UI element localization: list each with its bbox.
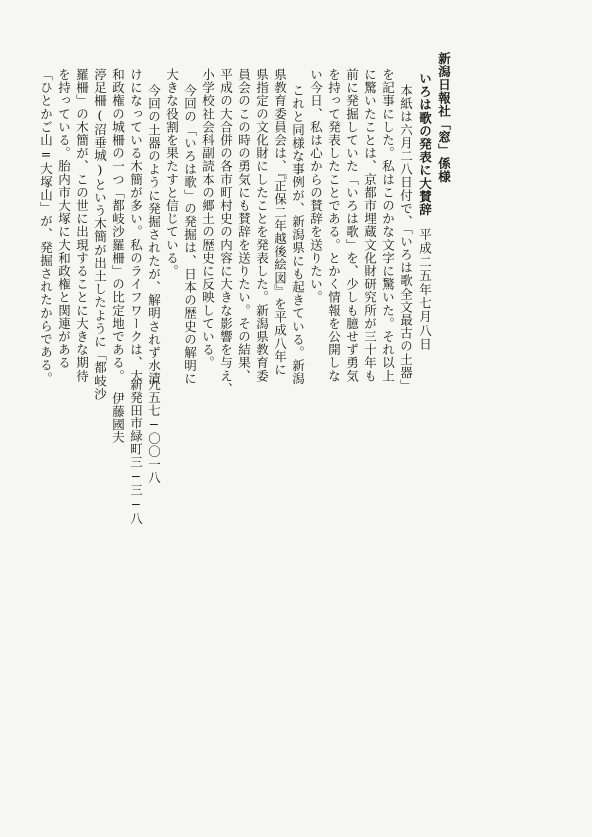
body-line: 今回の土器のように発掘されたが、解明されず水漬 xyxy=(146,84,162,386)
body-line: 本紙は六月二八日付で、「いろは歌全文最古の土器」 xyxy=(398,84,414,393)
body-line: を持って発表したことである。とかく情報を公開しな xyxy=(326,68,342,383)
body-line: 平成の大合併の各市町村史の内容に大きな影響を与え、 xyxy=(218,68,234,396)
body-line: 前に発掘していた「いろは歌」を、少しも臆せず勇気 xyxy=(344,68,360,383)
body-line: を持っている。胎内市大塚に大和政権と関連がある xyxy=(56,68,72,370)
body-line: けになっている木簡が多い。私のライフワークは、大 xyxy=(128,68,144,383)
body-line: 小学校社会科副読本の郷土の歴史に反映している。 xyxy=(200,68,216,370)
addressee: 新潟日報社「窓」係様 xyxy=(436,52,452,183)
body-line: を記事にした。私はこのかな文字に驚いた。それ以上 xyxy=(380,68,396,383)
sender-name: 伊藤國夫 xyxy=(110,392,126,444)
body-line: 今回の「いろは歌」の発掘は、日本の歴史の解明に xyxy=(182,84,198,386)
body-line: い今日、私は心からの賛辞を送りたい。 xyxy=(308,68,324,304)
body-line: 大きな役割を果たすと信じている。 xyxy=(164,68,180,278)
body-line: 渟足柵(沼垂城)という木簡が出土したように「都岐沙 xyxy=(92,68,108,401)
sender-postal-code: 九五七−〇〇一八 xyxy=(146,378,162,484)
body-line: 員会のこの時の勇気にも賛辞を送りたい。その結果、 xyxy=(236,68,252,383)
letter-title: いろは歌の発表に大賛辞 xyxy=(417,72,433,217)
body-line: に驚いたことは、京都市埋蔵文化財研究所が三十年も xyxy=(362,68,378,383)
body-line: 県指定の文化財にしたことを発表した。新潟県教育委 xyxy=(254,68,270,383)
body-line: 和政権の城柵の一つ「都岐沙羅柵」の比定地である。 xyxy=(110,68,126,383)
sender-address: 新発田市緑町三−三−八 xyxy=(128,378,144,525)
body-line: 県教育委員会は、『正保二年越後絵図』を平成八年に xyxy=(272,68,288,377)
body-line: 羅柵」の木簡が、この世に出現することに大きな期待 xyxy=(74,68,90,383)
body-line: 「ひとかご山=大塚山」が、発掘されたからである。 xyxy=(38,68,54,385)
body-line: これと同様な事例が、新潟県にも起きている。新潟 xyxy=(290,84,306,386)
letter-date: 平成二五年七月八日 xyxy=(417,228,433,352)
